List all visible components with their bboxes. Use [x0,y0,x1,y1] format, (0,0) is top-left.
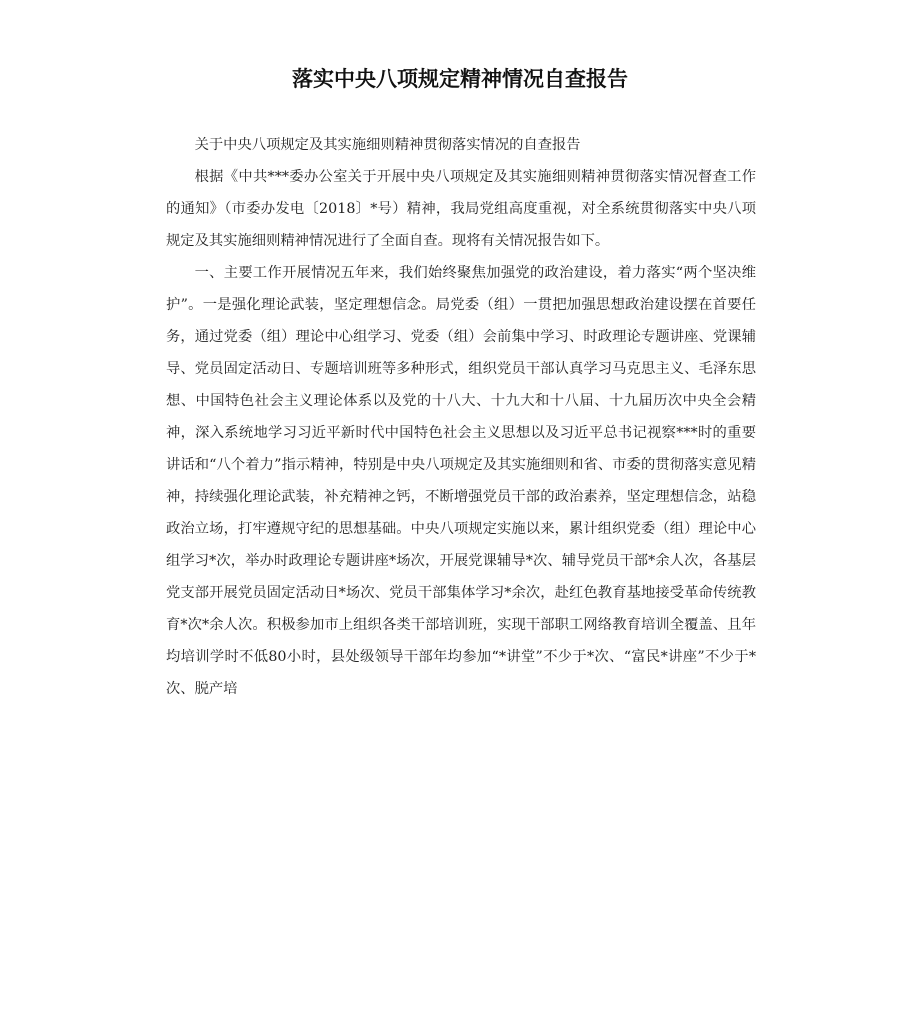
paragraph-intro: 根据《中共***委办公室关于开展中央八项规定及其实施细则精神贯彻落实情况督查工作的通知》（市委办发电〔2018〕*号）精神，我局党组高度重视，对全系统贯彻落实中央八项规定及其实施细则精神情况进行了全面自查。现将有关情况报告如下。 [166,169,756,249]
document-body [166,129,756,705]
paragraph-section-one: 一、主要工作开展情况五年来，我们始终聚焦加强党的政治建设，着力落实“两个坚决维护”。一是强化理论武装，坚定理想信念。局党委（组）一贯把加强思想政治建设摆在首要任务，通过党委（组）理论中心组学习、党委（组）会前集中学习、时政理论专题讲座、党课辅导、党员固定活动日、专题培训班等多种形式，组织党员干部认真学习马克思主义、毛泽东思想、中国特色社会主义理论体系以及党的十八大、十九大和十八届、十九届历次中央全会精神，深入系统地学习习近平新时代中国特色社会主义思想以及习近平总书记视察***时的重要讲话和“八个着力”指示精神，特别是中央八项规定及其实施细则和省、市委的贯彻落实意见精神，持续强化理论武装，补充精神之钙，不断增强党员干部的政治素养，坚定理想信念，站稳政治立场，打牢遵规守纪的思想基础。中央八项规定实施以来，累计组织党委（组）理论中心组学习*次，举办时政理论专题讲座*场次，开展党课辅导*次、辅导党员干部*余人次，各基层党支部开展党员固定活动日*场次、党员干部集体学习*余次，赴红色教育基地接受革命传统教育*次*余人次。积极参加市上组织各类干部培训班，实现干部职工网络教育培训全覆盖、且年均培训学时不低80小时，县处级领导干部年均参加“*讲堂”不少于*次、“富民*讲座”不少于*次、脱产培 [166,265,756,697]
paragraph-subtitle: 关于中央八项规定及其实施细则精神贯彻落实情况的自查报告 [194,137,581,153]
document-title: 落实中央八项规定精神情况自查报告 [292,67,628,91]
